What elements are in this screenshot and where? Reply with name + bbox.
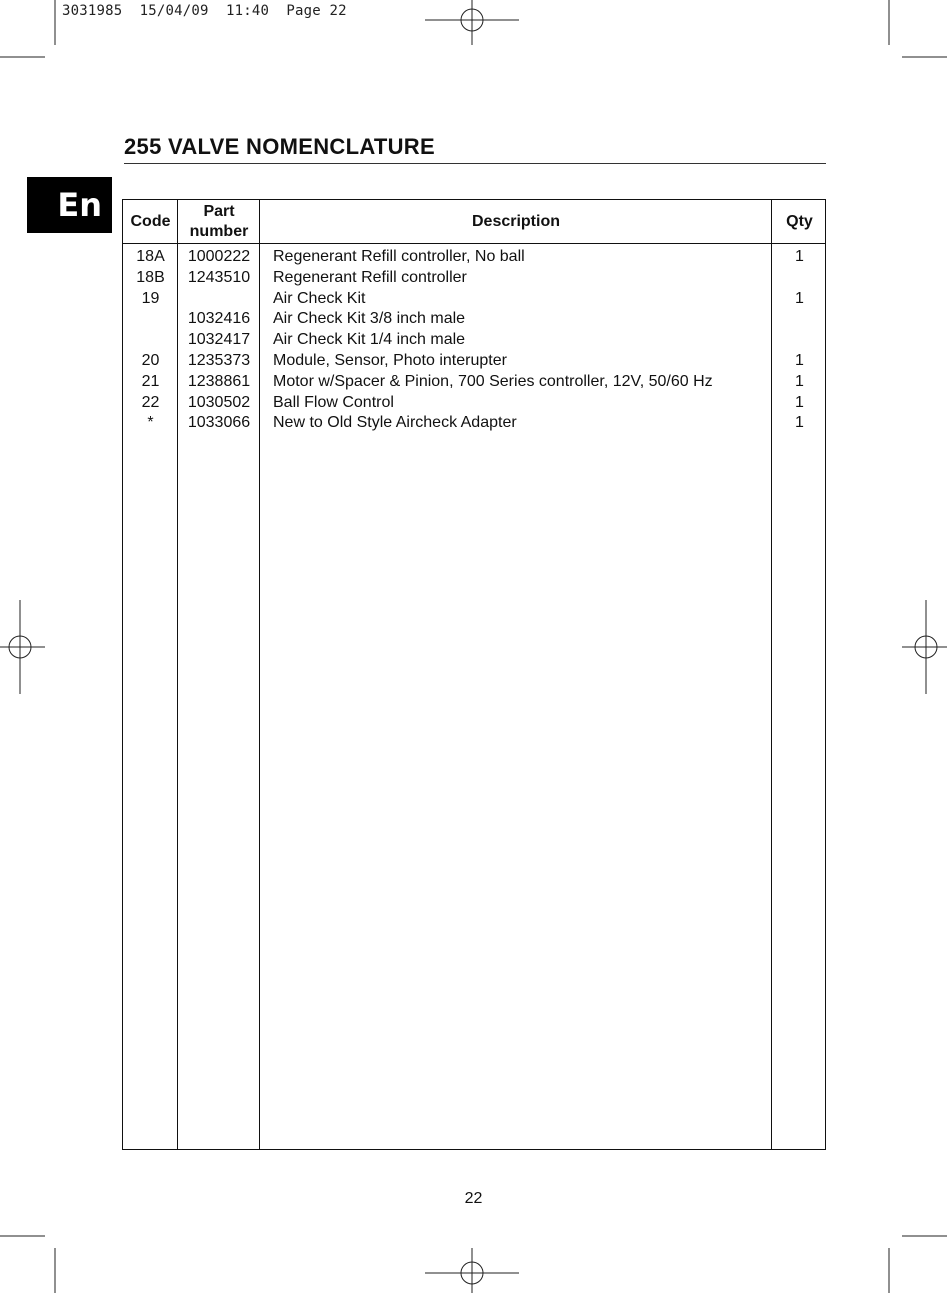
cell-description: Module, Sensor, Photo interupter bbox=[273, 351, 507, 369]
cell-part-number: 1000222 bbox=[187, 248, 251, 265]
header-description bbox=[260, 200, 772, 243]
header-rule bbox=[123, 243, 825, 244]
table-row bbox=[123, 247, 825, 268]
crosshair-left bbox=[0, 600, 45, 694]
header-code-label: Code bbox=[130, 212, 171, 230]
cell-code: * bbox=[147, 414, 154, 432]
cell-qty: 1 bbox=[795, 289, 804, 307]
cell-part-number: 1235373 bbox=[187, 351, 251, 369]
cell-code: 19 bbox=[141, 289, 160, 307]
table-row bbox=[123, 309, 825, 330]
cell-description: Air Check Kit bbox=[273, 289, 366, 307]
cell-part-number: 1032417 bbox=[187, 331, 251, 349]
header-code bbox=[123, 200, 178, 243]
title-rule bbox=[124, 163, 826, 164]
cell-code: 22 bbox=[141, 393, 160, 411]
cell-code: 18A bbox=[136, 248, 165, 265]
header-qty bbox=[772, 200, 827, 243]
cell-part-number: 1033066 bbox=[187, 414, 251, 432]
cell-part-number: 1032416 bbox=[187, 310, 251, 328]
cell-description: New to Old Style Aircheck Adapter bbox=[273, 414, 517, 432]
cell-qty: 1 bbox=[795, 414, 804, 432]
cell-part-number: 1238861 bbox=[187, 372, 251, 390]
header-part-label-line2: number bbox=[189, 222, 249, 240]
cell-part-number: 1243510 bbox=[187, 268, 251, 286]
parts-table bbox=[122, 199, 826, 1150]
cell-qty: 1 bbox=[795, 351, 804, 369]
cell-qty: 1 bbox=[795, 393, 804, 411]
header-description-label: Description bbox=[471, 212, 560, 230]
cell-code: 21 bbox=[141, 372, 160, 390]
table-row bbox=[123, 268, 825, 289]
print-slug: 3031985 15/04/09 11:40 Page 22 bbox=[62, 3, 347, 19]
table-row bbox=[123, 413, 825, 434]
page-number: 22 bbox=[464, 1190, 483, 1207]
header-qty-label: Qty bbox=[786, 212, 813, 230]
table-row bbox=[123, 289, 825, 310]
cell-description: Air Check Kit 3/8 inch male bbox=[273, 310, 466, 328]
table-row bbox=[123, 372, 825, 393]
table-row bbox=[123, 351, 825, 372]
cell-code: 20 bbox=[141, 351, 160, 369]
crosshair-top bbox=[425, 0, 519, 45]
crosshair-bottom bbox=[425, 1248, 519, 1293]
cell-description: Regenerant Refill controller bbox=[273, 268, 467, 286]
cell-code: 18B bbox=[136, 268, 165, 286]
cell-description: Ball Flow Control bbox=[273, 393, 394, 411]
cell-description: Motor w/Spacer & Pinion, 700 Series controller, 12V, 50/60 Hz bbox=[273, 372, 713, 390]
cell-description: Air Check Kit 1/4 inch male bbox=[273, 331, 466, 349]
crosshair-right bbox=[902, 600, 947, 694]
header-part-number bbox=[178, 200, 260, 243]
cell-qty: 1 bbox=[795, 248, 804, 265]
page-title: 255 VALVE NOMENCLATURE bbox=[124, 134, 435, 159]
header-part-label-line1: Part bbox=[203, 202, 235, 220]
table-row bbox=[123, 393, 825, 414]
cell-description: Regenerant Refill controller, No ball bbox=[273, 248, 525, 265]
table-body bbox=[123, 247, 825, 434]
cell-qty: 1 bbox=[795, 372, 804, 390]
cell-part-number: 1030502 bbox=[187, 393, 251, 411]
table-row bbox=[123, 330, 825, 351]
language-tab: En bbox=[27, 177, 112, 233]
